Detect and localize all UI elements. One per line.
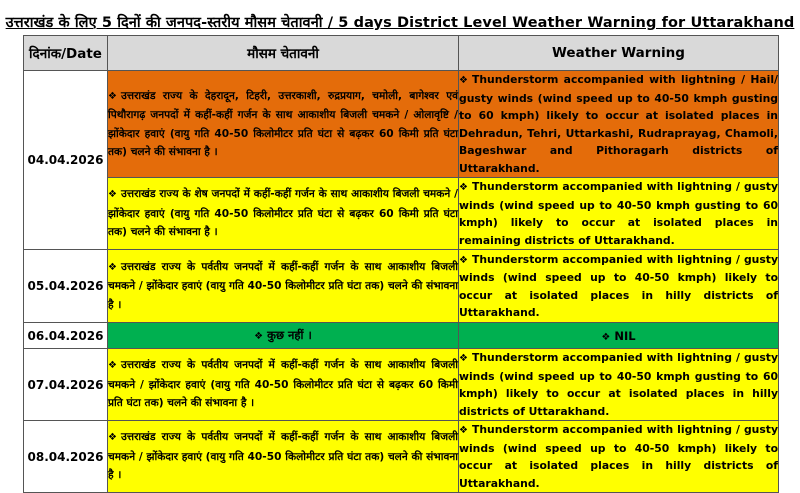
date-cell: 04.04.2026 — [24, 71, 108, 250]
diamond-bullet-icon: ❖ — [459, 254, 468, 266]
english-warning-cell — [459, 349, 779, 421]
header-date: दिनांक/Date — [24, 36, 108, 71]
diamond-bullet-icon: ❖ — [254, 331, 264, 342]
table-row — [24, 250, 779, 323]
english-warning-cell — [459, 323, 779, 349]
english-warning-text: Thunderstorm accompanied with lightning / gusty winds (wind speed up to 40-50 kmph) likely to occur at isolated places in hilly districts of Uttarakhand. — [459, 423, 778, 490]
english-warning-text: NIL — [614, 328, 636, 343]
date-cell: 06.04.2026 — [24, 323, 108, 349]
english-warning-cell — [459, 71, 779, 178]
hindi-warning-text: उत्तराखंड राज्य के शेष जनपदों में कहीं-कहीं गर्जन के साथ आकाशीय बिजली चमकने / झोंकेदार हवाएं (वायु गति 40-50 किलोमीटर प्रति घंटा से बढ़कर 60 किमी प्रति घंटा तक) चलने की संभावना है । — [108, 188, 458, 239]
diamond-bullet-icon: ❖ — [108, 189, 117, 201]
table-row — [24, 178, 779, 250]
diamond-bullet-icon: ❖ — [459, 75, 468, 86]
diamond-bullet-icon: ❖ — [459, 353, 468, 364]
date-cell: 08.04.2026 — [24, 421, 108, 493]
table-row — [24, 349, 779, 421]
hindi-warning-text: कुछ नहीं । — [267, 328, 312, 342]
table-row — [24, 421, 779, 493]
warning-table — [23, 35, 779, 493]
date-cell: 05.04.2026 — [24, 250, 108, 323]
english-warning-text: Thunderstorm accompanied with lightning / Hail/ gusty winds (wind speed up to 40-50 kmph gusting to 60 kmph) likely to occur at isolated places in Dehradun, Tehri, Uttarkashi, Rudraprayag, Chamoli, Bageshwar and Pithoragarh districts of Uttarakhand. — [459, 73, 778, 175]
hindi-warning-text: उत्तराखंड राज्य के देहरादून, टिहरी, उत्तरकाशी, रुद्रप्रयाग, चमोली, बागेश्वर एवं पिथौरागढ़ जनपदों में कहीं-कहीं गर्जन के साथ आकाशीय बिजली चमकने / ओलावृष्टि / झोंकेदार हवाएं (वायु गति 40-50 किलोमीटर प्रति घंटा से बढ़कर 60 किमी प्रति घंटा तक) चलने की संभावना है । — [108, 89, 458, 158]
diamond-bullet-icon: ❖ — [459, 182, 468, 193]
header-hindi: मौसम चेतावनी — [108, 36, 459, 71]
hindi-warning-cell — [108, 71, 459, 178]
english-warning-text: Thunderstorm accompanied with lightning / gusty winds (wind speed up to 40-50 kmph gusting to 60 kmph) likely to occur at isolated places in remaining districts of Uttarakhand. — [459, 180, 778, 247]
diamond-bullet-icon: ❖ — [108, 261, 117, 273]
english-warning-cell — [459, 178, 779, 250]
english-warning-text: Thunderstorm accompanied with lightning / gusty winds (wind speed up to 40-50 kmph gusting to 60 kmph) likely to occur at isolated places in hilly districts of Uttarakhand. — [459, 351, 778, 418]
diamond-bullet-icon: ❖ — [108, 360, 117, 372]
hindi-warning-cell — [108, 178, 459, 250]
hindi-warning-text: उत्तराखंड राज्य के पर्वतीय जनपदों में कहीं-कहीं गर्जन के साथ आकाशीय बिजली चमकने / झोंकेदार हवाएं (वायु गति 40-50 किलोमीटर प्रति घंटा से बढ़कर 60 किमी प्रति घंटा तक) चलने की संभावना है । — [108, 359, 458, 410]
hindi-warning-cell — [108, 421, 459, 493]
table-row — [24, 323, 779, 349]
hindi-warning-text: उत्तराखंड राज्य के पर्वतीय जनपदों में कहीं-कहीं गर्जन के साथ आकाशीय बिजली चमकने / झोंकेदार हवाएं (वायु गति 40-50 किलोमीटर प्रति घंटा तक) चलने की संभावना है । — [108, 260, 458, 311]
diamond-bullet-icon: ❖ — [108, 432, 117, 444]
english-warning-cell — [459, 250, 779, 323]
hindi-warning-text: उत्तराखंड राज्य के पर्वतीय जनपदों में कहीं-कहीं गर्जन के साथ आकाशीय बिजली चमकने / झोंकेदार हवाएं (वायु गति 40-50 किलोमीटर प्रति घंटा तक) चलने की संभावना है । — [108, 431, 458, 482]
table-header-row — [24, 36, 779, 71]
date-cell: 07.04.2026 — [24, 349, 108, 421]
hindi-warning-cell — [108, 323, 459, 349]
english-warning-text: Thunderstorm accompanied with lightning / gusty winds (wind speed up to 40-50 kmph) likely to occur at isolated places in hilly districts of Uttarakhand. — [459, 252, 778, 319]
hindi-warning-cell — [108, 349, 459, 421]
diamond-bullet-icon: ❖ — [459, 425, 468, 436]
diamond-bullet-icon: ❖ — [108, 90, 117, 102]
hindi-warning-cell — [108, 250, 459, 323]
english-warning-cell — [459, 421, 779, 493]
diamond-bullet-icon: ❖ — [601, 331, 611, 343]
table-row — [24, 71, 779, 178]
header-english: Weather Warning — [459, 36, 779, 71]
page-title: उत्तराखंड के लिए 5 दिनों की जनपद-स्तरीय मौसम चेतावनी / 5 days District Level Weather Warning for Uttarakhand — [5, 15, 795, 31]
